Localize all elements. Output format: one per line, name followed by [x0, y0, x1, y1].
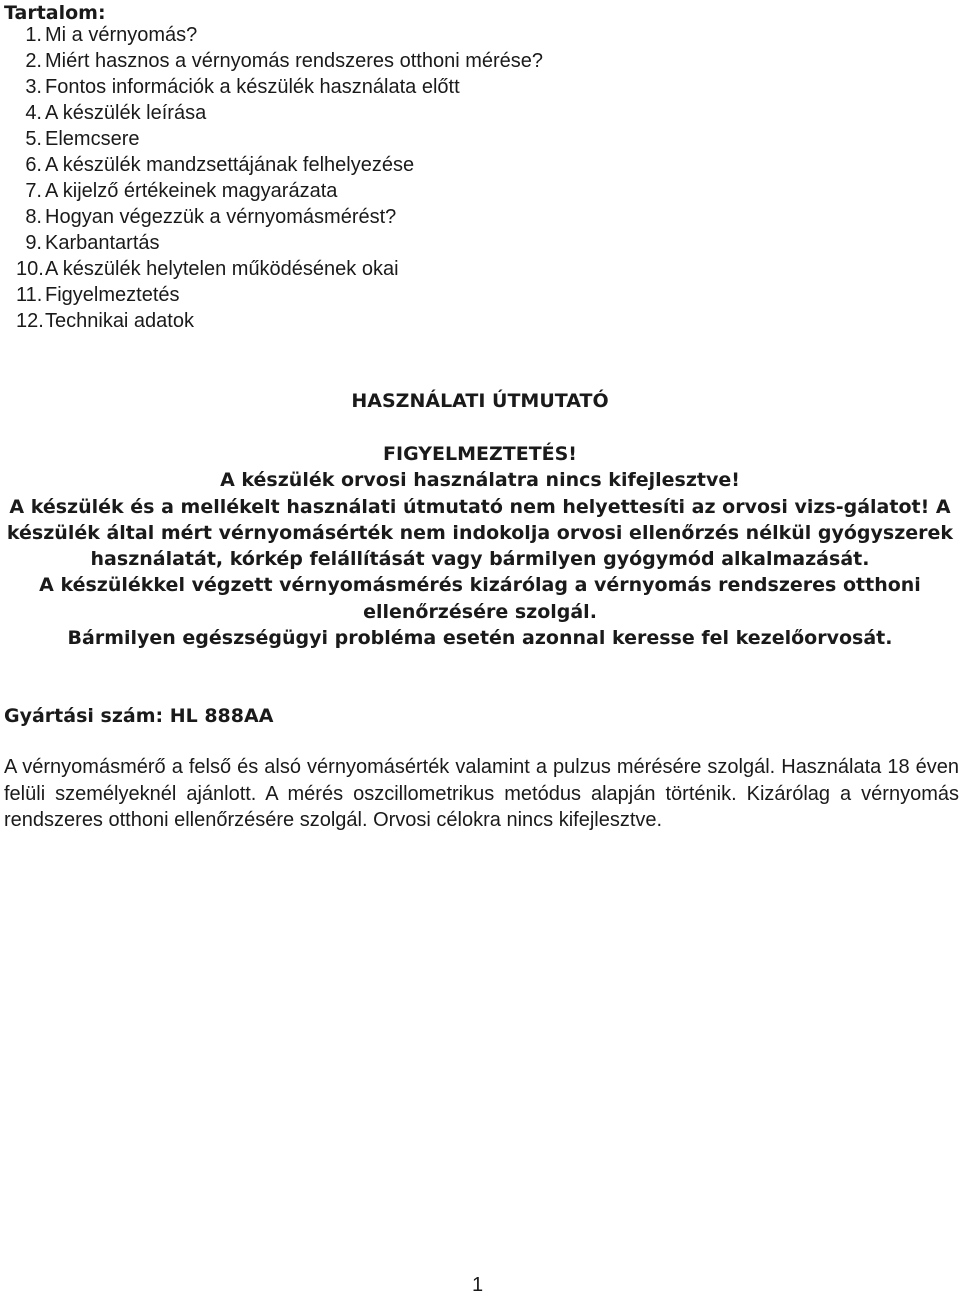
toc-item-label: A készülék helytelen működésének okai: [45, 258, 399, 280]
warning-line: Bármilyen egészségügyi probléma esetén azonnal keresse fel kezelőorvosát.: [67, 627, 893, 650]
table-of-contents: [16, 22, 543, 334]
page-number: 1: [472, 1274, 484, 1296]
toc-item-label: A kijelző értékeinek magyarázata: [45, 180, 338, 202]
toc-item-1: [16, 22, 543, 48]
toc-item-label: Fontos információk a készülék használata előtt: [45, 76, 460, 98]
warning-line: A készülékkel végzett vérnyomásmérés kizárólag a vérnyomás rendszeres otthoni ellenőrzésére szolgál.: [39, 574, 921, 623]
warning-line: A készülék orvosi használatra nincs kifejlesztve!: [220, 469, 740, 492]
toc-item-6: [16, 152, 543, 178]
toc-item-number: 1.: [25, 24, 42, 46]
toc-item-number: 3.: [25, 76, 42, 98]
toc-item-label: Elemcsere: [45, 128, 140, 150]
toc-item-label: Miért hasznos a vérnyomás rendszeres otthoni mérése?: [45, 50, 544, 72]
toc-item-label: Karbantartás: [45, 232, 160, 254]
toc-item-label: Figyelmeztetés: [45, 284, 180, 306]
warning-block: [4, 441, 956, 651]
toc-item-3: [16, 74, 543, 100]
manual-title: HASZNÁLATI ÚTMUTATÓ: [351, 390, 609, 412]
toc-item-11: [16, 282, 543, 308]
toc-item-9: [16, 230, 543, 256]
toc-item-12: [16, 308, 543, 334]
toc-item-4: [16, 100, 543, 126]
toc-item-label: Hogyan végezzük a vérnyomásmérést?: [45, 206, 397, 228]
toc-item-5: [16, 126, 543, 152]
toc-item-2: [16, 48, 543, 74]
toc-item-number: 6.: [25, 154, 42, 176]
toc-heading: Tartalom:: [4, 2, 106, 24]
toc-item-number: 4.: [25, 102, 42, 124]
toc-item-number: 5.: [25, 128, 42, 150]
intro-paragraph: A vérnyomásmérő a felső és alsó vérnyomásérték valamint a pulzus mérésére szolgál. Használata 18 éven felüli személyeknél ajánlott. A mérés oszcillometrikus metódus alapján történik. Kizárólag a vérnyomás rendszeres otthoni ellenőrzésére szolgál. Orvosi célokra nincs kifejlesztve.: [4, 756, 959, 831]
toc-item-number: 11.: [16, 284, 43, 306]
warning-heading: FIGYELMEZTETÉS!: [383, 443, 577, 465]
toc-item-label: Mi a vérnyomás?: [45, 24, 198, 46]
toc-item-number: 12.: [16, 310, 44, 332]
toc-item-number: 8.: [25, 206, 42, 228]
toc-item-8: [16, 204, 543, 230]
toc-item-7: [16, 178, 543, 204]
toc-item-label: A készülék leírása: [45, 102, 207, 124]
toc-item-10: [16, 256, 543, 282]
toc-item-label: Technikai adatok: [45, 310, 194, 332]
serial-number: Gyártási szám: HL 888AA: [4, 705, 274, 727]
toc-item-label: A készülék mandzsettájának felhelyezése: [45, 154, 415, 176]
toc-item-number: 10.: [16, 258, 44, 280]
toc-item-number: 9.: [25, 232, 42, 254]
toc-item-number: 2.: [25, 50, 42, 72]
warning-paragraph: A készülék és a mellékelt használati útmutató nem helyettesíti az orvosi vizs-gálatot! A készülék által mért vérnyomásérték nem indokolja orvosi ellenőrzés nélkül gyógyszerek használatát, kórkép felállítását vagy bármilyen gyógymód alkalmazását.: [6, 495, 954, 571]
toc-item-number: 7.: [25, 180, 42, 202]
